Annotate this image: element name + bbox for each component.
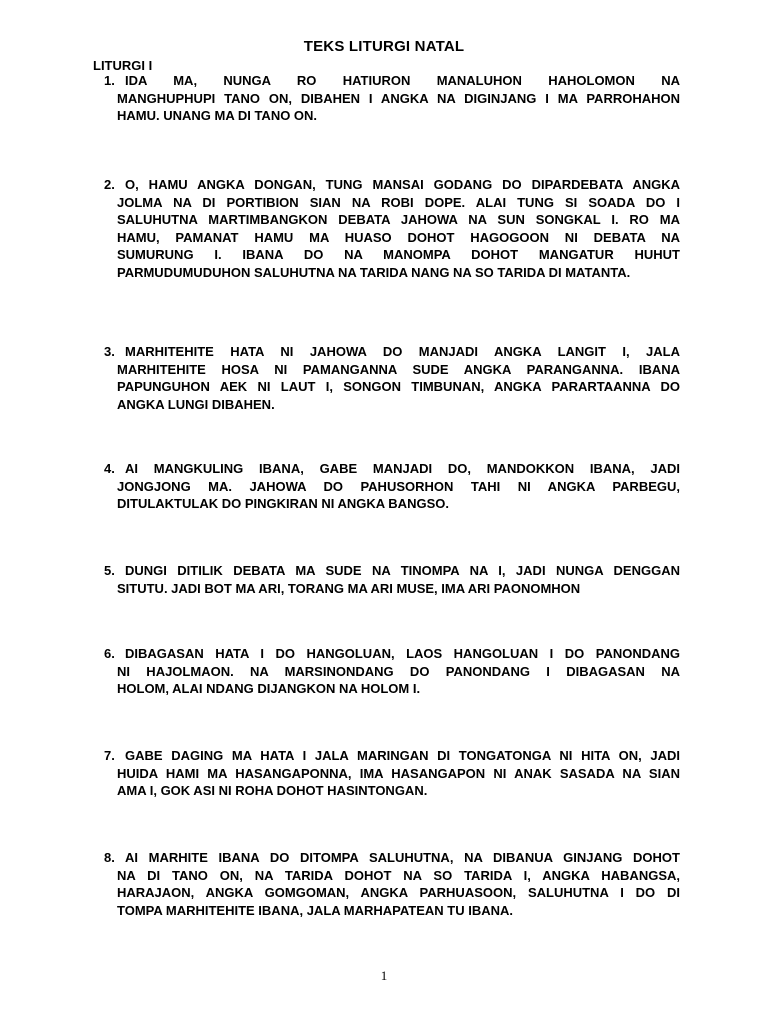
item-text: ANGKA LUNGI DIBAHEN. [117, 396, 275, 412]
item-text: SUMURUNG I. IBANA DO NA MANOMPA DOHOT MANGATUR HUHUT [117, 247, 680, 263]
item-line [104, 361, 680, 379]
item-line [104, 680, 680, 698]
item-text: TOMPA MARHITEHITE IBANA, JALA MARHAPATEAN TU IBANA. [117, 902, 514, 918]
item-text: HOLOM, ALAI NDANG DIJANGKON NA HOLOM I. [117, 681, 421, 697]
liturgy-item-7 [104, 747, 680, 800]
item-line [104, 107, 680, 125]
item-text: MARHITEHITE HATA NI JAHOWA DO MANJADI ANGKA LANGIT I, JALA [125, 344, 680, 359]
liturgy-item-2 [104, 176, 680, 282]
item-number: 8. [104, 850, 115, 865]
item-text: NI HAJOLMAON. NA MARSINONDANG DO PANONDANG I DIBAGASAN NA [117, 663, 680, 679]
item-line [104, 663, 680, 681]
item-line [104, 478, 680, 496]
item-line [104, 884, 680, 902]
item-line [104, 211, 680, 229]
item-number: 1. [104, 73, 115, 88]
item-number: 7. [104, 748, 115, 763]
item-line [104, 176, 680, 194]
item-number: 6. [104, 646, 115, 661]
liturgy-item-3 [104, 343, 680, 413]
item-text: HAMU. UNANG MA DI TANO ON. [117, 108, 318, 124]
item-text: AI MANGKULING IBANA, GABE MANJADI DO, MANDOKKON IBANA, JADI [125, 461, 680, 476]
item-line [104, 378, 680, 396]
item-text: JOLMA NA DI PORTIBION SIAN NA ROBI DOPE. ALAI TUNG SI SOADA DO I [117, 194, 680, 210]
item-text: SALUHUTNA MARTIMBANGKON DEBATA JAHOWA NA SUN SONGKAL I. RO MA [117, 212, 680, 228]
item-line [104, 72, 680, 90]
item-line [104, 343, 680, 361]
item-line [104, 246, 680, 264]
item-text: HAMU, PAMANAT HAMU MA HUASO DOHOT HAGOGOON NI DEBATA NA [117, 229, 680, 245]
item-line [104, 902, 680, 920]
item-text: HUIDA HAMI MA HASANGAPONNA, IMA HASANGAPON NI ANAK SASADA NA SIAN [117, 765, 680, 781]
item-text: PARMUDUMUDUHON SALUHUTNA NA TARIDA NANG NA SO TARIDA DI MATANTA. [117, 264, 631, 280]
item-text: DUNGI DITILIK DEBATA MA SUDE NA TINOMPA NA I, JADI NUNGA DENGGAN [125, 563, 680, 578]
item-line [104, 90, 680, 108]
item-text: MANGHUPHUPI TANO ON, DIBAHEN I ANGKA NA DIGINJANG I MA PARROHAHON [117, 90, 680, 106]
item-text: GABE DAGING MA HATA I JALA MARINGAN DI TONGATONGA NI HITA ON, JADI [125, 748, 680, 763]
item-line [104, 460, 680, 478]
item-number: 3. [104, 344, 115, 359]
liturgy-item-4 [104, 460, 680, 513]
item-text: AMA I, GOK ASI NI ROHA DOHOT HASINTONGAN. [117, 783, 428, 799]
item-number: 2. [104, 177, 115, 192]
item-text: DITULAKTULAK DO PINGKIRAN NI ANGKA BANGSO. [117, 496, 449, 512]
item-line [104, 194, 680, 212]
item-text: PAPUNGUHON AEK NI LAUT I, SONGON TIMBUNAN, ANGKA PARARTAANNA DO [117, 379, 680, 395]
item-text: NA DI TANO ON, NA TARIDA DOHOT NA SO TARIDA I, ANGKA HABANGSA, [117, 867, 680, 883]
item-text: MARHITEHITE HOSA NI PAMANGANNA SUDE ANGKA PARANGANNA. IBANA [117, 361, 680, 377]
item-text: IDA MA, NUNGA RO HATIURON MANALUHON HAHOLOMON NA [125, 73, 680, 88]
item-line [104, 849, 680, 867]
item-text: SITUTU. JADI BOT MA ARI, TORANG MA ARI MUSE, IMA ARI PAONOMHON [117, 580, 581, 596]
section-heading: LITURGI I [93, 58, 153, 73]
liturgy-item-6 [104, 645, 680, 698]
item-line [104, 782, 680, 800]
item-line [104, 264, 680, 282]
page-title: TEKS LITURGI NATAL [303, 38, 465, 55]
item-line [104, 867, 680, 885]
item-line [104, 580, 680, 598]
item-text: DIBAGASAN HATA I DO HANGOLUAN, LAOS HANGOLUAN I DO PANONDANG [125, 646, 680, 661]
item-line [104, 229, 680, 247]
item-text: JONGJONG MA. JAHOWA DO PAHUSORHON TAHI NI ANGKA PARBEGU, [117, 478, 680, 494]
item-text: HARAJAON, ANGKA GOMGOMAN, ANGKA PARHUASOON, SALUHUTNA I DO DI [117, 885, 680, 901]
page-number: 1 [380, 968, 388, 983]
item-number: 4. [104, 461, 115, 476]
item-text: O, HAMU ANGKA DONGAN, TUNG MANSAI GODANG DO DIPARDEBATA ANGKA [125, 177, 680, 192]
item-number: 5. [104, 563, 115, 578]
item-line [104, 645, 680, 663]
liturgy-item-1 [104, 72, 680, 125]
item-line [104, 562, 680, 580]
liturgy-item-8 [104, 849, 680, 919]
item-line [104, 747, 680, 765]
item-line [104, 495, 680, 513]
item-line [104, 396, 680, 414]
item-text: AI MARHITE IBANA DO DITOMPA SALUHUTNA, NA DIBANUA GINJANG DOHOT [125, 850, 680, 865]
item-line [104, 765, 680, 783]
liturgy-item-5 [104, 562, 680, 597]
